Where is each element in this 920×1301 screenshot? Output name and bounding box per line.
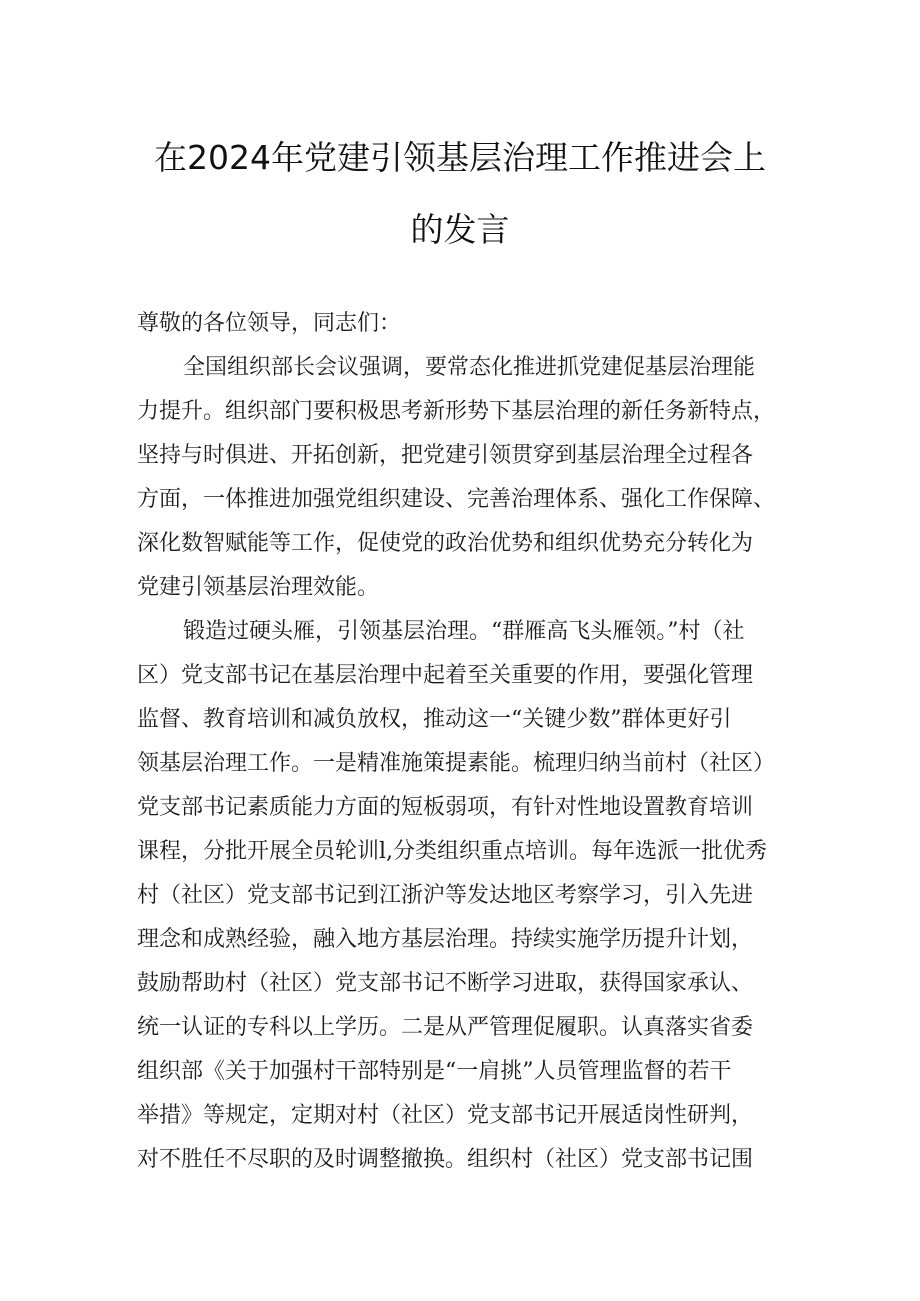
paragraph-1-line-3: 坚持与时俱进、开拓创新，把党建引领贯穿到基层治理全过程各 bbox=[137, 443, 754, 468]
paragraph-1-line-2: 力提升。组织部门要积极思考新形势下基层治理的新任务新特点， bbox=[137, 399, 776, 424]
paragraph-2-line-9: 鼓励帮助村（社区）党支部书记不断学习进取，获得国家承认、 bbox=[137, 971, 754, 996]
paragraph-2-line-6: 课程，分批开展全员轮训l,分类组织重点培训。每年选派一批优秀 bbox=[137, 839, 768, 864]
paragraph-2-line-7: 村（社区）党支部书记到江浙沪等发达地区考察学习，引入先进 bbox=[137, 883, 754, 908]
paragraph-2-line-5: 党支部书记素质能力方面的短板弱项，有针对性地设置教育培训 bbox=[137, 795, 754, 820]
paragraph-2-line-2: 区）党支部书记在基层治理中起着至关重要的作用，要强化管理 bbox=[137, 663, 754, 688]
paragraph-2-line-13: 对不胜任不尽职的及时调整撤换。组织村（社区）党支部书记围 bbox=[137, 1147, 754, 1172]
salutation: 尊敬的各位领导，同志们： bbox=[137, 311, 402, 336]
document-title-line-2: 的发言 bbox=[410, 210, 510, 249]
paragraph-1-line-5: 深化数智赋能等工作，促使党的政治优势和组织优势充分转化为 bbox=[137, 531, 754, 556]
paragraph-1-line-6: 党建引领基层治理效能。 bbox=[137, 575, 380, 600]
document-title-line-1: 在2024年党建引领基层治理工作推进会上 bbox=[154, 138, 766, 177]
paragraph-2-line-4: 领基层治理工作。一是精准施策提素能。梳理归纳当前村（社区） bbox=[137, 751, 776, 776]
paragraph-1-line-1: 全国组织部长会议强调，要常态化推进抓党建促基层治理能 bbox=[183, 355, 756, 380]
paragraph-2-line-12: 举措》等规定，定期对村（社区）党支部书记开展适岗性研判， bbox=[137, 1103, 754, 1128]
paragraph-1-line-4: 方面，一体推进加强党组织建设、完善治理体系、强化工作保障、 bbox=[137, 487, 776, 512]
paragraph-2-line-10: 统一认证的专科以上学历。二是从严管理促履职。认真落实省委 bbox=[137, 1015, 754, 1040]
paragraph-2-line-8: 理念和成熟经验，融入地方基层治理。持续实施学历提升计划， bbox=[137, 927, 754, 952]
paragraph-2-line-11: 组织部《关于加强村干部特别是“一肩挑”人员管理监督的若干 bbox=[137, 1059, 732, 1084]
paragraph-2-line-3: 监督、教育培训和减负放权，推动这一“关键少数”群体更好引 bbox=[137, 707, 732, 732]
paragraph-2-line-1: 锻造过硬头雁，引领基层治理。“群雁高飞头雁领。”村（社 bbox=[183, 619, 745, 644]
